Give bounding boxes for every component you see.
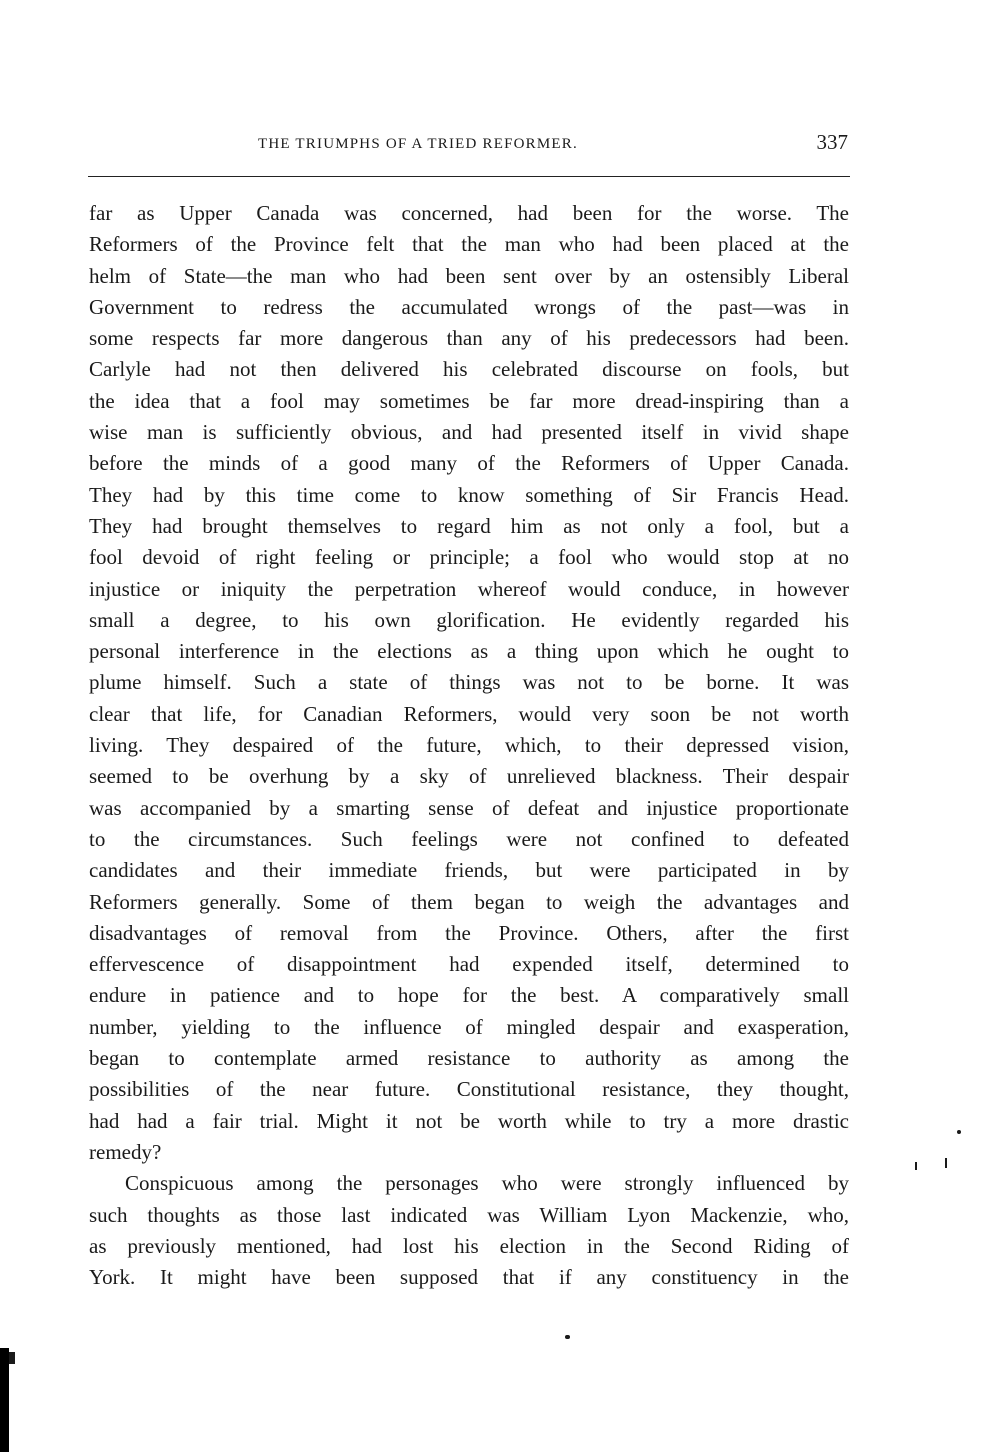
text-line: They had by this time come to know something of Sir Francis Head. [89, 482, 849, 507]
text-line: before the minds of a good many of the Reformers of Upper Canada. [89, 451, 849, 476]
text-line: far as Upper Canada was concerned, had been for the worse. The [89, 201, 849, 225]
text-line: Reformers of the Province felt that the man who had been placed at the [89, 232, 849, 257]
text-line: some respects far more dangerous than any of his predecessors had been. [89, 326, 849, 351]
paragraph-end-line: remedy? [89, 1139, 162, 1164]
text-line: plume himself. Such a state of things was not to be borne. It was [89, 670, 849, 695]
text-line: injustice or iniquity the perpetration whereof would conduce, in however [89, 576, 849, 601]
text-line: Government to redress the accumulated wrongs of the past—was in [89, 294, 849, 319]
running-head [88, 130, 850, 160]
page-number: 337 [816, 130, 848, 154]
body-text [89, 198, 849, 1293]
running-title: THE TRIUMPHS OF A TRIED REFORMER. [258, 136, 578, 152]
text-line: Reformers generally. Some of them began to weigh the advantages and [89, 889, 849, 914]
text-line: personal interference in the elections as a thing upon which he ought to [89, 639, 849, 664]
text-line: small a degree, to his own glorification. He evidently regarded his [89, 607, 849, 632]
text-line: possibilities of the near future. Constitutional resistance, they thought, [89, 1077, 849, 1102]
text-line: endure in patience and to hope for the best. A comparatively small [89, 983, 849, 1008]
text-line: as previously mentioned, had lost his election in the Second Riding of [89, 1233, 849, 1258]
text-line: number, yielding to the influence of mingled despair and exasperation, [89, 1014, 849, 1039]
text-line: clear that life, for Canadian Reformers, would very soon be not worth [89, 701, 849, 726]
text-line: fool devoid of right feeling or principle; a fool who would stop at no [89, 545, 849, 570]
text-line: They had brought themselves to regard him as not only a fool, but a [89, 513, 849, 538]
text-line: effervescence of disappointment had expended itself, determined to [89, 952, 849, 977]
text-line: York. It might have been supposed that if any constituency in the [89, 1265, 849, 1290]
scan-edge-notch [9, 1352, 15, 1364]
text-line: to the circumstances. Such feelings were not confined to defeated [89, 826, 849, 851]
text-line: disadvantages of removal from the Province. Others, after the first [89, 920, 849, 945]
scan-edge-bar [0, 1348, 9, 1452]
text-line: began to contemplate armed resistance to authority as among the [89, 1046, 849, 1071]
text-line: had had a fair trial. Might it not be worth while to try a more drastic [89, 1108, 849, 1133]
text-line: Carlyle had not then delivered his celebrated discourse on fools, but [89, 357, 849, 382]
header-rule [88, 176, 850, 177]
text-line: helm of State—the man who had been sent over by an ostensibly Liberal [89, 263, 849, 288]
text-line: living. They despaired of the future, which, to their depressed vision, [89, 733, 849, 758]
ink-speck [945, 1158, 947, 1168]
text-line: seemed to be overhung by a sky of unrelieved blackness. Their despair [89, 764, 849, 789]
text-line: the idea that a fool may sometimes be far more dread-inspiring than a [89, 388, 849, 413]
text-line: wise man is sufficiently obvious, and had presented itself in vivid shape [89, 420, 849, 445]
text-line: such thoughts as those last indicated was William Lyon Mackenzie, who, [89, 1202, 849, 1227]
ink-speck [957, 1130, 961, 1134]
ink-speck [565, 1335, 570, 1339]
ink-speck [915, 1162, 917, 1170]
text-line: candidates and their immediate friends, but were participated in by [89, 858, 849, 883]
paragraph-start-line: Conspicuous among the personages who were strongly influenced by [125, 1171, 849, 1196]
text-line: was accompanied by a smarting sense of defeat and injustice proportionate [89, 795, 849, 820]
